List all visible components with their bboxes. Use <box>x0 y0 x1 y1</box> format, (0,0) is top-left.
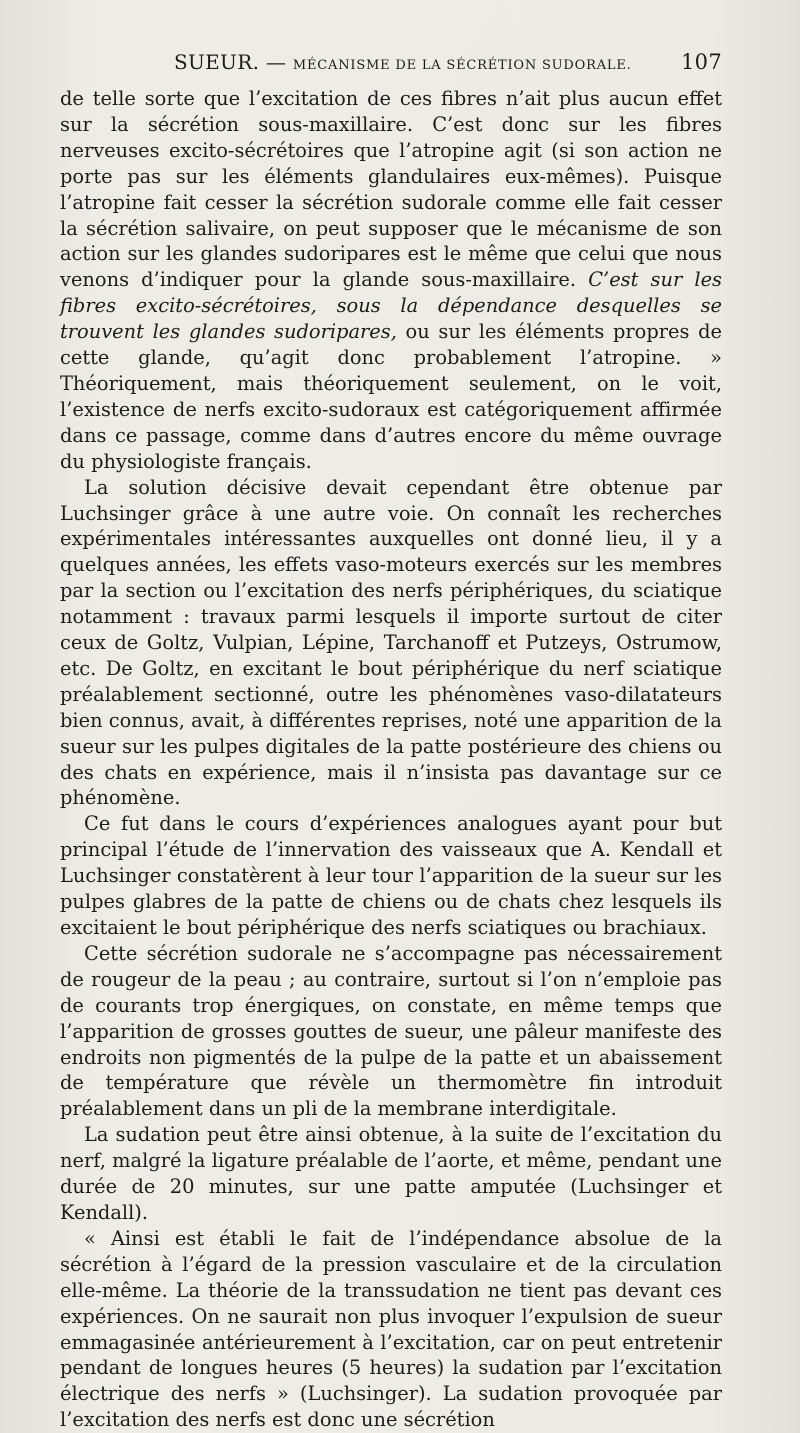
text-segment: « Ainsi est établi le fait de l’indépendance absolue de la sécrétion à l’égard de la pression vasculaire et de la circulation elle-même. La théorie de la transsudation ne tient pas devant ces expériences. On ne saurait non plus invoquer l’expulsion de sueur emmagasinée antérieurement à l’excitation, car on peut entretenir pendant de longues heures (5 heures) la sudation par l’excitation électrique des nerfs » (Luchsinger). La sudation provoquée par l’excitation des nerfs est donc une sécrétion <box>60 1226 722 1432</box>
running-title-main: SUEUR. <box>174 50 260 74</box>
running-title-sub: MÉCANISME DE LA SÉCRÉTION SUDORALE. <box>292 58 632 73</box>
text-segment: de telle sorte que l’excitation de ces fibres n’ait plus aucun effet sur la sécrétion sous-maxillaire. C’est donc sur les fibres nerveuses excito-sécrétoires que l’atropine agit (si son action ne porte pas sur les éléments glandulaires eux-mêmes). Puisque l’atropine fait cesser la sécrétion sudorale comme elle fait cesser la sécrétion salivaire, on peut supposer que le mécanisme de son action sur les glandes sudoripares est le même que celui que nous venons d’indiquer pour la glande sous-maxillaire. <box>60 87 722 292</box>
paragraph-p3 <box>60 811 722 941</box>
paragraph-p5 <box>60 1122 722 1226</box>
running-title <box>174 50 632 74</box>
page-number: 107 <box>681 50 722 74</box>
paragraph-p4 <box>60 941 722 1122</box>
paragraph-p1 <box>60 86 722 475</box>
running-title-dash: — <box>265 50 287 74</box>
text-segment: La solution décisive devait cependant être obtenue par Luchsinger grâce à une autre voie. On connaît les recherches expérimentales intéressantes auxquelles ont donné lieu, il y a quelques années, les effets vaso-moteurs exercés sur les membres par la section ou l’excitation des nerfs périphériques, du sciatique notamment : travaux parmi lesquels il importe surtout de citer ceux de Goltz, Vulpian, Lépine, Tarchanoff et Putzeys, Ostrumow, etc. De Goltz, en excitant le bout périphérique du nerf sciatique préalablement sectionné, outre les phénomènes vaso-dilatateurs bien connus, avait, à différentes reprises, noté une apparition de la sueur sur les pulpes digitales de la patte postérieure des chiens ou des chats en expérience, mais il n’insista pas davantage sur ce phénomène. <box>60 475 722 810</box>
italic-text-segment: C’est sur les fibres excito-sécrétoires, sous la dépendance desquelles se trouvent les glandes sudoripares, <box>60 268 722 344</box>
body-text <box>60 86 722 1433</box>
text-segment: La sudation peut être ainsi obtenue, à la suite de l’excitation du nerf, malgré la ligature préalable de l’aorte, et même, pendant une durée de 20 minutes, sur une patte amputée (Luchsinger et Kendall). <box>60 1123 722 1224</box>
book-page <box>60 46 722 1433</box>
text-segment: Ce fut dans le cours d’expériences analogues ayant pour but principal l’étude de l’innervation des vaisseaux que A. Kendall et Luchsinger constatèrent à leur tour l’apparition de la sueur sur les pulpes glabres de la patte de chiens ou de chats chez lesquels ils excitaient le bout périphérique des nerfs sciatiques ou brachiaux. <box>60 812 722 939</box>
running-head <box>60 46 722 78</box>
text-segment: Cette sécrétion sudorale ne s’accompagne pas nécessairement de rougeur de la peau ; au contraire, surtout si l’on n’emploie pas de courants trop énergiques, on constate, en même temps que l’apparition de grosses gouttes de sueur, une pâleur manifeste des endroits non pigmentés de la pulpe de la patte et un abaissement de température que révèle un thermomètre fin introduit préalablement dans un pli de la membrane interdigitale. <box>60 941 722 1121</box>
paragraph-p2 <box>60 475 722 812</box>
text-segment: ou sur les éléments propres de cette glande, qu’agit donc probablement l’atropine. » Théoriquement, mais théoriquement seulement, on le voit, l’existence de nerfs excito-sudoraux est catégoriquement affirmée dans ce passage, comme dans d’autres encore du même ouvrage du physiologiste français. <box>60 320 722 473</box>
paragraph-p6 <box>60 1226 722 1433</box>
